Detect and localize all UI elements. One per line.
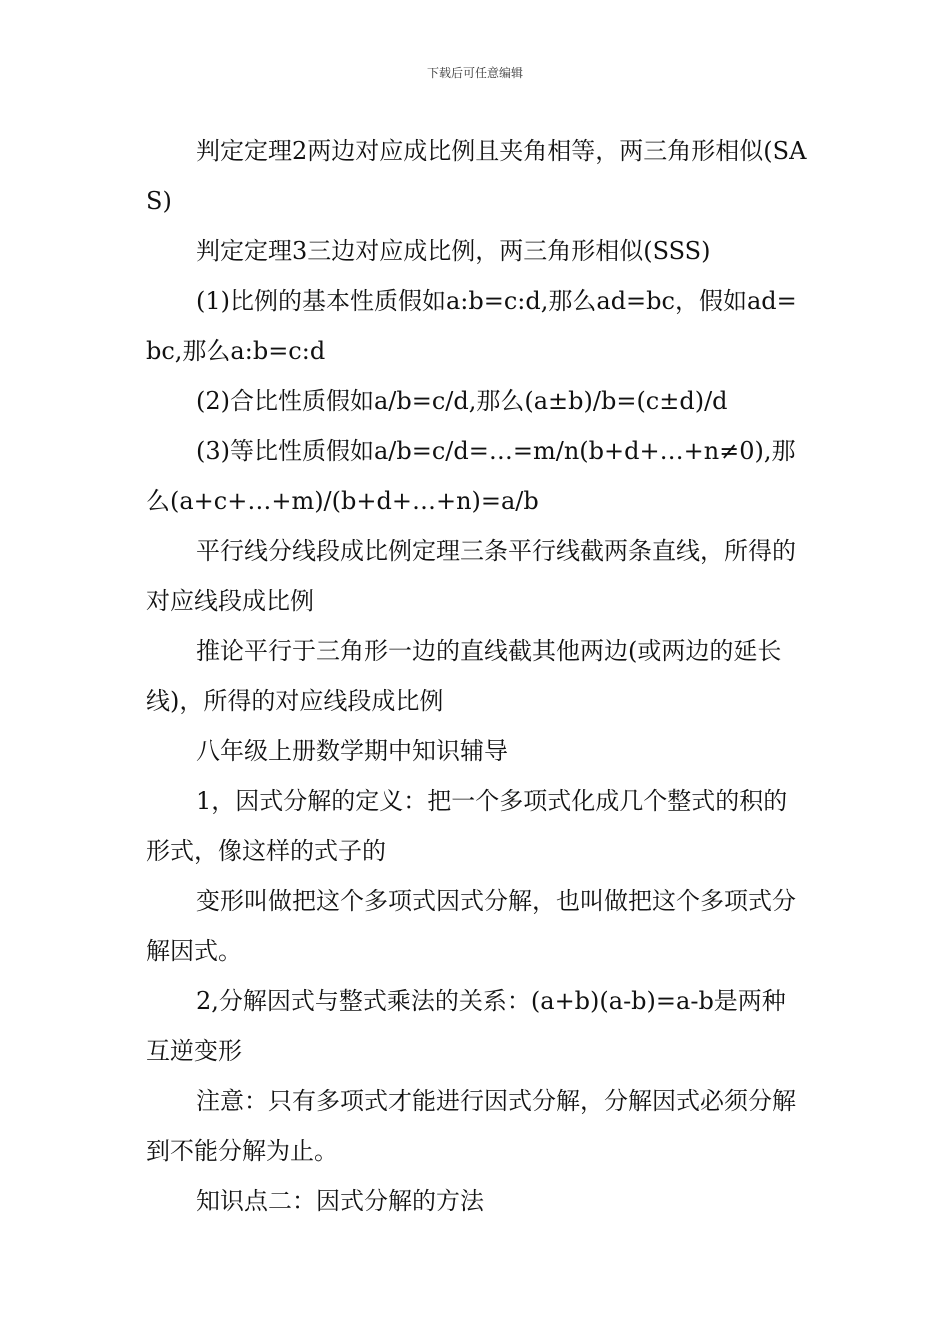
paragraph-parallel-lines-theorem: 平行线分线段成比例定理三条平行线截两条直线，所得的对应线段成比例 [146, 537, 796, 615]
paragraph-section-heading: 八年级上册数学期中知识辅导 [196, 737, 508, 765]
paragraph-factorization-relation: 2,分解因式与整式乘法的关系：(a+b)(a-b)=a-b是两种互逆变形 [146, 987, 786, 1065]
paragraph-note: 注意：只有多项式才能进行因式分解，分解因式必须分解到不能分解为止。 [146, 1087, 796, 1165]
paragraph-sas-theorem: 判定定理2两边对应成比例且夹角相等，两三角形相似(SAS) [146, 137, 807, 215]
paragraph-proportion-basic-property: (1)比例的基本性质假如a:b=c:d,那么ad=bc，假如ad=bc,那么a:b=c:d [146, 287, 797, 365]
paragraph-corollary: 推论平行于三角形一边的直线截其他两边(或两边的延长线)，所得的对应线段成比例 [146, 637, 782, 715]
page-header-note: 下载后可任意编辑 [426, 66, 523, 80]
paragraph-equal-ratio-property: (3)等比性质假如a/b=c/d=…=m/n(b+d+…+n≠0),那么(a+c+…+m)/(b+d+…+n)=a/b [146, 437, 796, 515]
paragraph-sss-theorem: 判定定理3三边对应成比例，两三角形相似(SSS) [196, 237, 711, 265]
paragraph-composition-property: (2)合比性质假如a/b=c/d,那么(a±b)/b=(c±d)/d [196, 387, 728, 415]
paragraph-knowledge-point-two: 知识点二：因式分解的方法 [196, 1187, 484, 1215]
paragraph-factorization-definition: 1，因式分解的定义：把一个多项式化成几个整式的积的形式，像这样的式子的 [146, 787, 788, 865]
document-body [146, 126, 808, 1226]
paragraph-factorization-definition-cont: 变形叫做把这个多项式因式分解，也叫做把这个多项式分解因式。 [146, 887, 796, 965]
